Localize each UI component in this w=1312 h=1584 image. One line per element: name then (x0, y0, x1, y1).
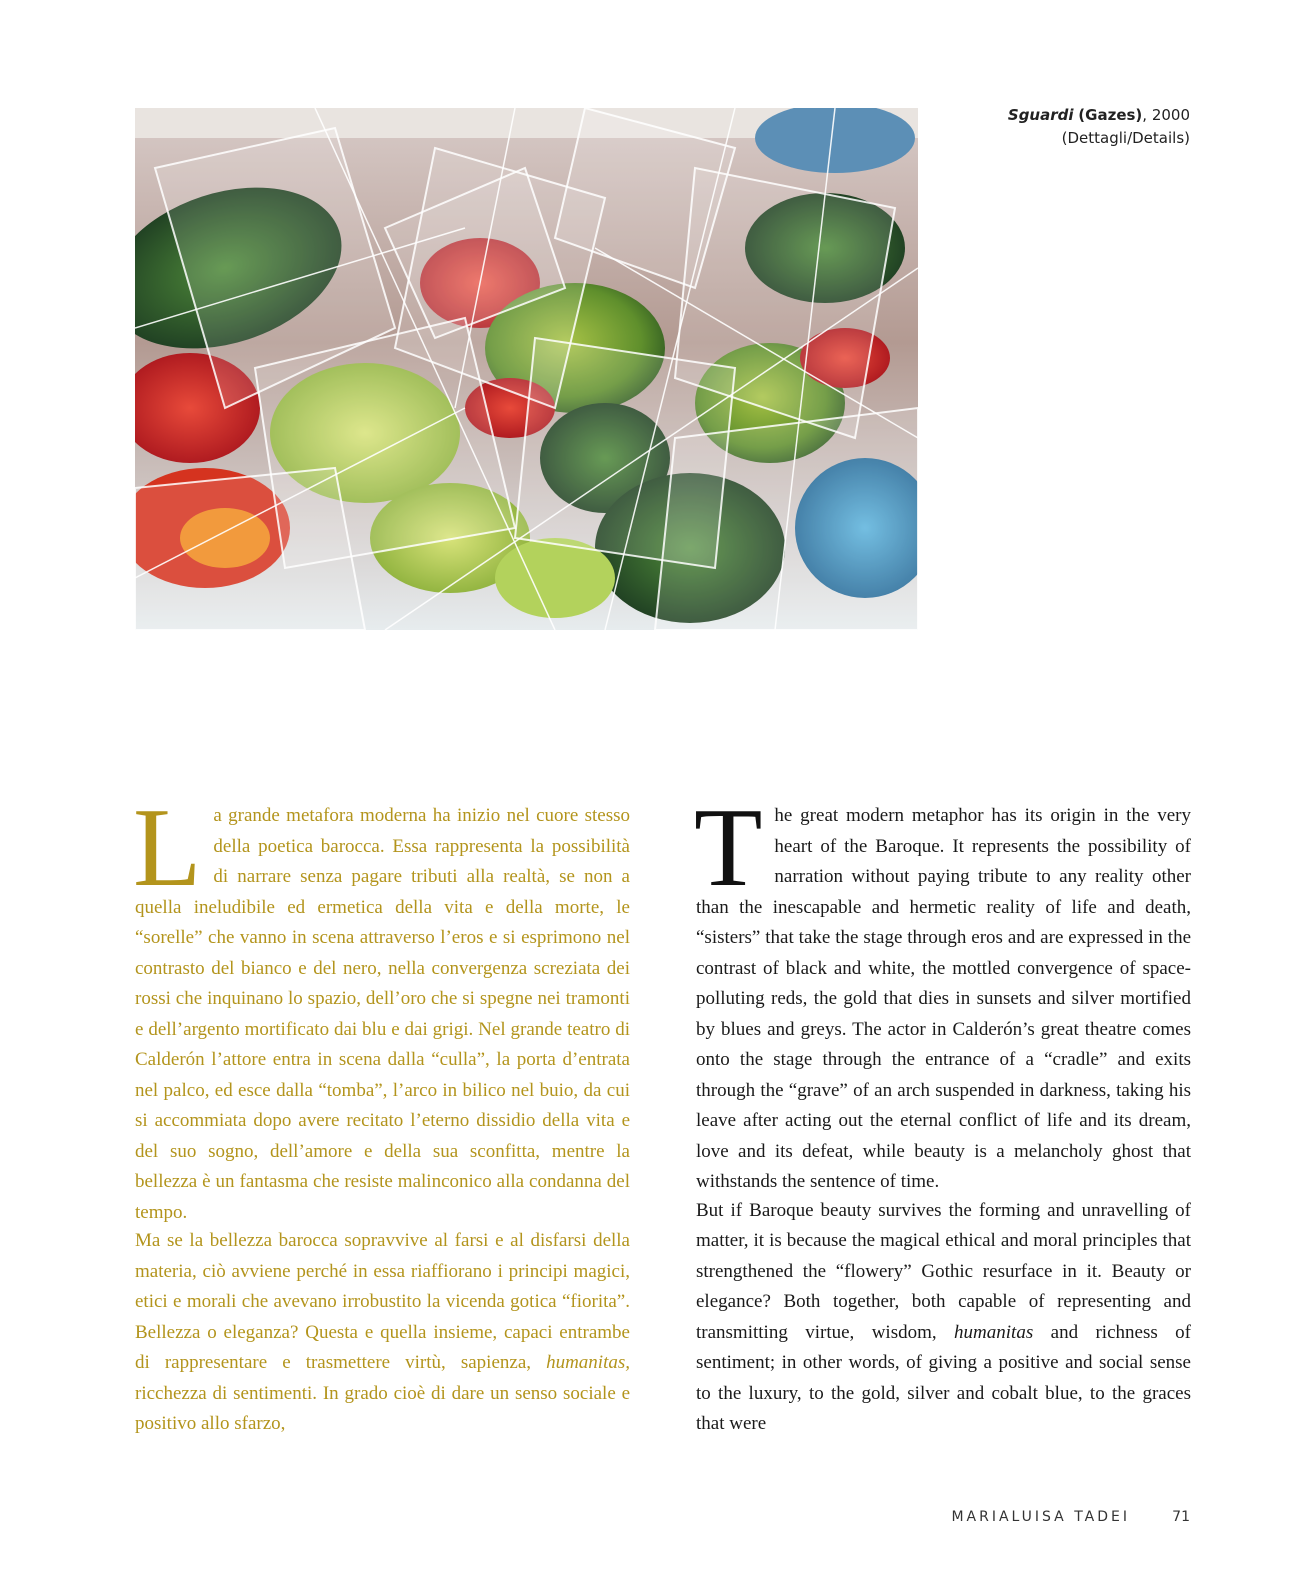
italian-humanitas: humanitas, (546, 1352, 630, 1373)
italian-paragraph-1 (133, 786, 630, 1228)
caption-title-line (930, 104, 1190, 127)
english-dropcap: T (694, 786, 763, 910)
english-column (694, 786, 1191, 1440)
italian-paragraph-2 (135, 1226, 630, 1440)
english-paragraph-2-text-a: But if Baroque beauty survives the forming and unravelling of matter, it is because the magical ethical and moral principles that strengthened the “flowery” Gothic resurface in it. Beauty or elegance? Both together, both capable of representing and transmitting virtue, wisdom, (696, 1199, 1191, 1343)
italian-paragraph-1-text: a grande metafora moderna ha inizio nel cuore stesso della poetica barocca. Essa rappresenta la possibilità di narrare senza pagare tributi alla realtà, se non a quella ineludibile ed ermetica della vita e della morte, le “sorelle” che vanno in scena attraverso l’eros e si esprimono nel contrasto del bianco e del nero, nella convergenza screziata dei rossi che inquinano lo spazio, dell’oro che si spegne nei tramonti e dell’argento mortificato dai blu e dai grigi. Nel grande teatro di Calderón l’attore entra in scena dalla “culla”, la porta d’entrata nel palco, ed esce dalla “tomba”, l’arco in bilico nel buio, da cui si accommiata dopo avere recitato l’eterno dissidio della vita e del suo sogno, dell’amore e della sua sconfitta, mentre la bellezza è un fantasma che resiste malinconico alla condanna del tempo. (135, 805, 630, 1223)
english-humanitas: humanitas (954, 1321, 1034, 1343)
page-number: 71 (1172, 1509, 1190, 1525)
italian-column (133, 786, 630, 1440)
italian-paragraph-2-text-b: ricchezza di sentimenti. In grado cioè di dare un senso sociale e positivo allo sfarzo, (135, 1382, 630, 1434)
italian-dropcap: L (133, 786, 202, 910)
caption-title-english: (Gazes) (1078, 106, 1143, 124)
english-paragraph-2-text-b: and richness of sentiment; in other words, of giving a positive and social sense to the luxury, to the gold, silver and cobalt blue, to the graces that were (696, 1321, 1191, 1434)
english-paragraph-1 (694, 786, 1191, 1198)
image-caption (930, 104, 1190, 150)
italian-paragraph-2-text-a: Ma se la bellezza barocca sopravvive al farsi e al disfarsi della materia, ciò avviene perché in essa riaffiorano i principi magici, etici e morali che avevano irrobustito la vicenda gotica “fiorita”. Bellezza o eleganza? Questa e quella insieme, capaci entrambe di rappresentare e trasmettere virtù, sapienza, (135, 1230, 630, 1373)
english-paragraph-2 (696, 1196, 1191, 1440)
caption-detail: (Dettagli/Details) (1061, 129, 1190, 147)
caption-title: Sguardi (1007, 106, 1074, 124)
footer-author: MARIALUISA TADEI (951, 1509, 1130, 1525)
artwork-photo (135, 108, 918, 630)
english-paragraph-1-text: he great modern metaphor has its origin in the very heart of the Baroque. It represents the possibility of narration without paying tribute to any reality other than the inescapable and hermetic reality of life and death, “sisters” that take the stage through eros and are expressed in the contrast of black and white, the mottled convergence of space-polluting reds, the gold that dies in sunsets and silver mortified by blues and greys. The actor in Calderón’s great theatre comes onto the stage through the entrance of a “cradle” and exits through the “grave” of an arch suspended in darkness, taking his leave after acting out the eternal conflict of life and its dream, love and its defeat, while beauty is a melancholy ghost that withstands the sentence of time. (696, 805, 1191, 1192)
caption-year: , 2000 (1142, 106, 1190, 124)
